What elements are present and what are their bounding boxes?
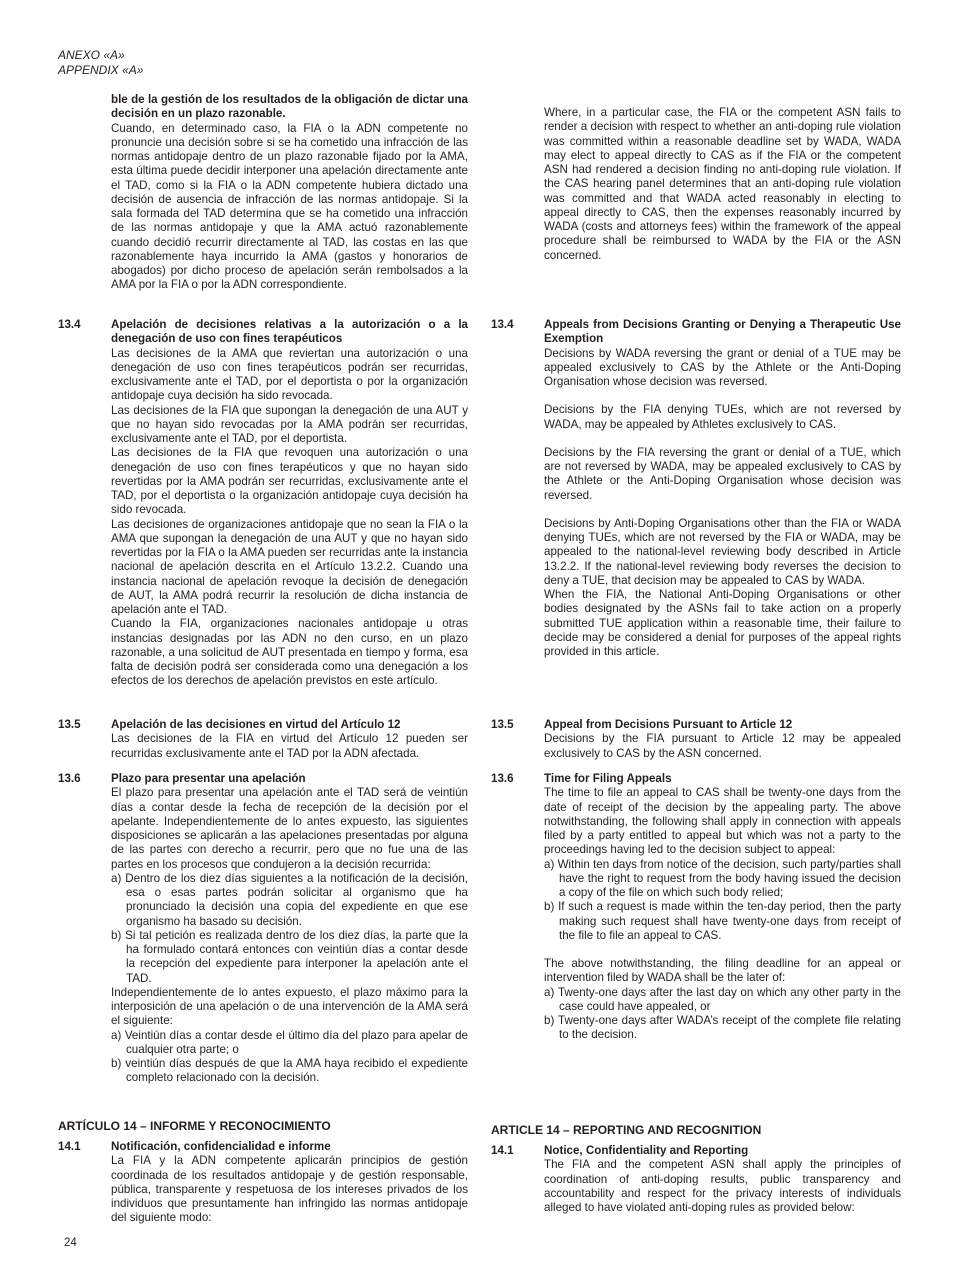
article-14-heading-en: ARTICLE 14 – REPORTING AND RECOGNITION bbox=[491, 1123, 762, 1137]
section-title: Notificación, confidencialidad e informe bbox=[111, 1140, 331, 1153]
paragraph: Las decisiones de la FIA que revoquen una autorización o una denegación de uso con fines terapéuticos y que no hayan sido revertidas por la AMA podrán ser recurridas, exclusivamente ante el TAD, por el deportista o la organización antidopaje cuya decisión ha sido revocada. bbox=[111, 446, 468, 517]
section-title: Appeals from Decisions Granting or Denying a Therapeutic Use Exemption bbox=[544, 318, 901, 346]
intro-en bbox=[491, 106, 901, 263]
list-item: a) Twenty-one days after the last day on which any other party in the case could have appealed, or bbox=[544, 985, 901, 1013]
list-item: b) veintiún días después de que la AMA haya recibido el expediente completo relacionado con la decisión. bbox=[111, 1057, 468, 1085]
paragraph: Decisions by WADA reversing the grant or denial of a TUE may be appealed exclusively to CAS by the Athlete or the Anti-Doping Organisation whose decision was reversed. bbox=[544, 346, 901, 388]
section-13-6-es bbox=[58, 772, 468, 1086]
section-number: 13.4 bbox=[491, 318, 514, 331]
paragraph: The time to file an appeal to CAS shall be twenty-one days from the date of receipt of the decision by the appealing party. The above notwithstanding, the following shall apply in connection with appeals filed by a party entitled to appeal but which was not a party to the proceedings having led to the decision subject to appeal: bbox=[544, 786, 901, 857]
list-item: b) Si tal petición es realizada dentro de los diez días, la parte que la ha formulado contará entonces con veintiún días a contar desde la recepción del expediente para interponer la apelación ante el TAD. bbox=[111, 928, 468, 985]
section-13-4-en bbox=[491, 318, 901, 659]
list-item: a) Within ten days from notice of the decision, such party/parties shall have the right to request from the body having issued the decision a copy of the file on which such body relied; bbox=[544, 857, 901, 899]
paragraph: Decisions by Anti-Doping Organisations other than the FIA or WADA denying TUEs, which are not reversed by the FIA or WADA, may be appealed to the national-level reviewing body described in Article 13.2.2. If the national-level reviewing body reverses the decision to deny a TUE, that decision may be appealed to CAS by WADA. bbox=[544, 516, 901, 587]
intro-heading: ble de la gestión de los resultados de la obligación de dictar una decisión en un plazo razonable. bbox=[111, 93, 468, 121]
paragraph: El plazo para presentar una apelación ante el TAD será de veintiún días a contar desde la fecha de recepción de la decisión por el apelante. Independientemente de lo antes expuesto, las siguientes disposiciones se aplicarán a las apelaciones presentadas por alguna de las partes con derecho a recurrir, pero que no fue una de las partes en los procesos que condujeron a la decisión recurrida: bbox=[111, 786, 468, 871]
paragraph: When the FIA, the National Anti-Doping Organisations or other bodies designated by the ASNs fail to take action on a properly submitted TUE application within a reasonable time, their failure to decide may be considered a denial for purposes of the appeal rights provided in this article. bbox=[544, 588, 901, 658]
header-english: APPENDIX «A» bbox=[58, 63, 144, 77]
page-number: 24 bbox=[64, 1237, 77, 1249]
list-item: b) If such a request is made within the ten-day period, then the party making such request shall have twenty-one days from receipt of the file to file an appeal to CAS. bbox=[544, 900, 901, 942]
section-title: Notice, Confidentiality and Reporting bbox=[544, 1144, 749, 1157]
paragraph: Independientemente de lo antes expuesto, el plazo máximo para la interposición de una apelación o de una intervención de la AMA será el siguiente: bbox=[111, 985, 468, 1028]
paragraph: Cuando la FIA, organizaciones nacionales antidopaje u otras instancias designadas por las ADN no den curso, en un plazo razonable, a una solicitud de AUT presentada en tiempo y forma, esa falta de decisión podrá ser considerada como una denegación a los efectos de los derechos de apelación previstos en este artículo. bbox=[111, 617, 468, 688]
section-number: 13.5 bbox=[58, 718, 81, 731]
section-number: 13.6 bbox=[58, 772, 81, 785]
list-item: a) Veintiún días a contar desde el último día del plazo para apelar de cualquier otra parte; o bbox=[111, 1028, 468, 1056]
intro-es bbox=[58, 93, 468, 293]
article-14-heading-es: ARTÍCULO 14 – INFORME Y RECONOCIMIENTO bbox=[58, 1119, 331, 1133]
section-title: Apelación de decisiones relativas a la autorización o a la denegación de uso con fines terapéuticos bbox=[111, 318, 468, 346]
section-number: 13.5 bbox=[491, 718, 514, 731]
paragraph: Las decisiones de organizaciones antidopaje que no sean la FIA o la AMA que supongan la denegación de una AUT y que no hayan sido revertidas por la FIA o la AMA pueden ser recurridas ante la instancia nacional de apelación descrita en el Artículo 13.2.2. Cuando una instancia nacional de apelación revoque la decisión de denegación de AUT, la AMA podrá recurrir la resolución de dicha instancia de apelación ante el TAD. bbox=[111, 517, 468, 616]
section-13-4-es bbox=[58, 318, 468, 689]
paragraph: Las decisiones de la FIA en virtud del Artículo 12 pueden ser recurridas exclusivamente ante el TAD por la ADN afectada. bbox=[111, 732, 468, 760]
section-title: Plazo para presentar una apelación bbox=[111, 772, 306, 785]
paragraph: The above notwithstanding, the filing deadline for an appeal or intervention filed by WADA shall be the later of: bbox=[544, 957, 901, 985]
list-item: b) Twenty-one days after WADA’s receipt of the complete file relating to the decision. bbox=[544, 1014, 901, 1042]
section-number: 13.6 bbox=[491, 772, 514, 785]
section-number: 13.4 bbox=[58, 318, 81, 331]
paragraph: Decisions by the FIA reversing the grant or denial of a TUE, which are not reversed by WADA, may be appealed exclusively to CAS by the Athlete or the Anti-Doping Organisation whose decision was reversed. bbox=[544, 445, 901, 502]
list-item: a) Dentro de los diez días siguientes a la notificación de la decisión, esa o esas partes podrán solicitar al organismo que ha pronunciado la decisión una copia del expediente en que ese organismo ha basado su decisión. bbox=[111, 871, 468, 928]
paragraph: Decisions by the FIA denying TUEs, which are not reversed by WADA, may be appealed by Athletes exclusively to CAS. bbox=[544, 403, 901, 431]
section-title: Appeal from Decisions Pursuant to Article 12 bbox=[544, 718, 793, 731]
section-14-1-es bbox=[58, 1140, 468, 1226]
section-14-1-en bbox=[491, 1144, 901, 1215]
paragraph: Decisions by the FIA pursuant to Article 12 may be appealed exclusively to CAS by the ASN concerned. bbox=[544, 732, 901, 760]
intro-paragraph: Where, in a particular case, the FIA or the competent ASN fails to render a decision with respect to whether an anti-doping rule violation was committed within a reasonable deadline set by WADA, WADA may elect to appeal directly to CAS as if the FIA or the competent ASN had rendered a decision finding no anti-doping rule violation. If the CAS hearing panel determines that an anti-doping rule violation was committed and that WADA acted reasonably in electing to appeal directly to CAS, then the expenses reasonably incurred by WADA (costs and attorneys fees) within the framework of the appeal procedure shall be reimbursed to WADA by the FIA or the ASN concerned. bbox=[544, 106, 901, 262]
section-number: 14.1 bbox=[58, 1140, 81, 1153]
paragraph: The FIA and the competent ASN shall apply the principles of coordination of anti-doping results, public transparency and accountability and respect for the privacy interests of individuals alleged to have violated anti-doping rules as provided below: bbox=[544, 1158, 901, 1214]
spanish-column bbox=[58, 93, 468, 1233]
section-13-6-en bbox=[491, 772, 901, 1043]
page-header bbox=[58, 48, 143, 78]
paragraph: Las decisiones de la AMA que reviertan una autorización o una denegación de uso con fines terapéuticos podrán ser recurridas, exclusivamente ante el TAD, por el deportista o por la organización antidopaje cuya decisión ha sido revocada. bbox=[111, 346, 468, 403]
paragraph: La FIA y la ADN competente aplicarán principios de gestión coordinada de los resultados antidopaje y de gestión responsable, pública, transparente y respetuosa de los intereses privados de los individuos que presuntamente han infringido las normas antidopaje del siguiente modo: bbox=[111, 1154, 468, 1225]
header-spanish: ANEXO «A» bbox=[58, 48, 125, 62]
section-title: Apelación de las decisiones en virtud del Artículo 12 bbox=[111, 718, 401, 731]
section-13-5-en bbox=[491, 718, 901, 761]
paragraph: Las decisiones de la FIA que supongan la denegación de una AUT y que no hayan sido revocadas por la AMA podrán ser recurridas, exclusivamente ante el TAD, por el deportista. bbox=[111, 403, 468, 445]
section-title: Time for Filing Appeals bbox=[544, 772, 672, 785]
section-13-5-es bbox=[58, 718, 468, 761]
intro-paragraph: Cuando, en determinado caso, la FIA o la ADN competente no pronuncie una decisión sobre si se ha cometido una infracción de las normas antidopaje dentro de un plazo razonable fijado por la AMA, esta última puede decidir interponer una apelación directamente ante el TAD, como si la FIA o la ADN competente hubiera dictado una decisión de ausencia de infracción de las normas antidopaje. Si la sala formada del TAD determina que se ha cometido una infracción de las normas antidopaje y que la AMA actuó razonablemente cuando decidió recurrir directamente al TAD, las costas en las que razonablemente haya incurrido la AMA (gastos y honorarios de abogados) por dicho proceso de apelación serán rembolsados a la AMA por la FIA o por la ADN correspondiente. bbox=[111, 121, 468, 292]
section-number: 14.1 bbox=[491, 1144, 514, 1157]
english-column bbox=[491, 106, 901, 1236]
